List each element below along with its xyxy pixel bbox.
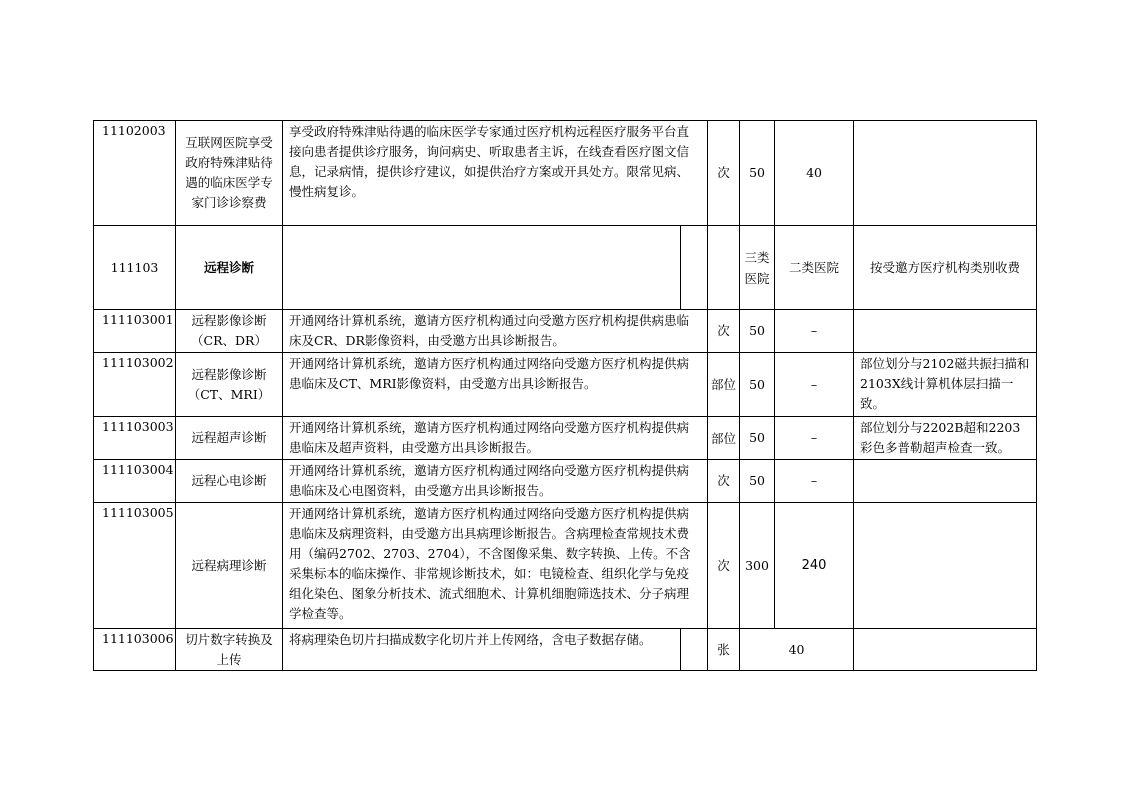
item-unit: 部位 bbox=[708, 353, 740, 417]
table-row bbox=[94, 629, 1037, 671]
table-row bbox=[94, 121, 1037, 226]
item-description: 开通网络计算机系统，邀请方医疗机构通过网络向受邀方医疗机构提供病患临床及心电图资料，由受邀方出具诊断报告。 bbox=[283, 460, 708, 503]
item-price-class2: 240 bbox=[775, 503, 854, 629]
item-price-class3: 50 bbox=[740, 417, 775, 460]
item-note: 部位划分与2202B超和2203彩色多普勒超声检查一致。 bbox=[854, 417, 1037, 460]
item-note bbox=[854, 629, 1037, 671]
item-unit: 次 bbox=[708, 460, 740, 503]
item-description: 将病理染色切片扫描成数字化切片并上传网络，含电子数据存储。 bbox=[283, 629, 681, 671]
item-unit: 张 bbox=[708, 629, 740, 671]
item-code: 111103005 bbox=[94, 503, 176, 629]
section-name: 远程诊断 bbox=[176, 226, 283, 310]
item-code: 111103006 bbox=[94, 629, 176, 671]
fee-table bbox=[93, 120, 1037, 671]
table-row bbox=[94, 417, 1037, 460]
spacer-cell bbox=[681, 226, 708, 310]
item-unit: 次 bbox=[708, 121, 740, 226]
section-code: 111103 bbox=[94, 226, 176, 310]
item-unit bbox=[708, 226, 740, 310]
table-row bbox=[94, 226, 1037, 310]
table-row bbox=[94, 353, 1037, 417]
table-row bbox=[94, 310, 1037, 353]
item-unit: 次 bbox=[708, 503, 740, 629]
item-code: 111103001 bbox=[94, 310, 176, 353]
item-note bbox=[854, 460, 1037, 503]
item-price-class2: – bbox=[775, 417, 854, 460]
item-price-class3: 50 bbox=[740, 121, 775, 226]
item-code: 11102003 bbox=[94, 121, 176, 226]
price-header-class3: 三类医院 bbox=[740, 226, 775, 310]
item-description bbox=[283, 226, 681, 310]
item-unit: 次 bbox=[708, 310, 740, 353]
item-price-class3: 300 bbox=[740, 503, 775, 629]
item-price-class3: 50 bbox=[740, 460, 775, 503]
item-unit: 部位 bbox=[708, 417, 740, 460]
item-description: 开通网络计算机系统，邀请方医疗机构通过向受邀方医疗机构提供病患临床及CR、DR影像资料，由受邀方出具诊断报告。 bbox=[283, 310, 708, 353]
item-name: 远程心电诊断 bbox=[176, 460, 283, 503]
item-price-merged: 40 bbox=[740, 629, 854, 671]
item-name: 远程影像诊断（CT、MRI） bbox=[176, 353, 283, 417]
price-header-class2: 二类医院 bbox=[775, 226, 854, 310]
item-note: 部位划分与2102磁共振扫描和2103X线计算机体层扫描一致。 bbox=[854, 353, 1037, 417]
item-name: 切片数字转换及上传 bbox=[176, 629, 283, 671]
item-code: 111103004 bbox=[94, 460, 176, 503]
item-name: 远程超声诊断 bbox=[176, 417, 283, 460]
table-row bbox=[94, 460, 1037, 503]
item-name: 互联网医院享受政府特殊津贴待遇的临床医学专家门诊诊察费 bbox=[176, 121, 283, 226]
item-note: 按受邀方医疗机构类别收费 bbox=[854, 226, 1037, 310]
item-price-class2: – bbox=[775, 353, 854, 417]
item-note bbox=[854, 121, 1037, 226]
item-price-class2: 40 bbox=[775, 121, 854, 226]
spacer-cell bbox=[681, 629, 708, 671]
item-description: 开通网络计算机系统，邀请方医疗机构通过网络向受邀方医疗机构提供病患临床及病理资料，由受邀方出具病理诊断报告。含病理检查常规技术费用（编码2702、2703、2704），不含图像采集、数字转换、上传。不含采集标本的临床操作、非常规诊断技术，如：电镜检查、组织化学与免疫组化染色、图象分析技术、流式细胞术、计算机细胞筛选技术、分子病理学检查等。 bbox=[283, 503, 708, 629]
item-price-class3: 50 bbox=[740, 310, 775, 353]
item-note bbox=[854, 503, 1037, 629]
item-code: 111103002 bbox=[94, 353, 176, 417]
item-code: 111103003 bbox=[94, 417, 176, 460]
item-price-class2: – bbox=[775, 310, 854, 353]
item-description: 开通网络计算机系统，邀请方医疗机构通过网络向受邀方医疗机构提供病患临床及CT、MRI影像资料，由受邀方出具诊断报告。 bbox=[283, 353, 708, 417]
item-description: 享受政府特殊津贴待遇的临床医学专家通过医疗机构远程医疗服务平台直接向患者提供诊疗服务，询问病史、听取患者主诉，在线查看医疗图文信息，记录病情，提供诊疗建议，如提供治疗方案或开具处方。限常见病、慢性病复诊。 bbox=[283, 121, 708, 226]
table-row bbox=[94, 503, 1037, 629]
item-price-class3: 50 bbox=[740, 353, 775, 417]
item-description: 开通网络计算机系统，邀请方医疗机构通过网络向受邀方医疗机构提供病患临床及超声资料，由受邀方出具诊断报告。 bbox=[283, 417, 708, 460]
item-name: 远程病理诊断 bbox=[176, 503, 283, 629]
item-name: 远程影像诊断（CR、DR） bbox=[176, 310, 283, 353]
item-price-class2: – bbox=[775, 460, 854, 503]
item-note bbox=[854, 310, 1037, 353]
